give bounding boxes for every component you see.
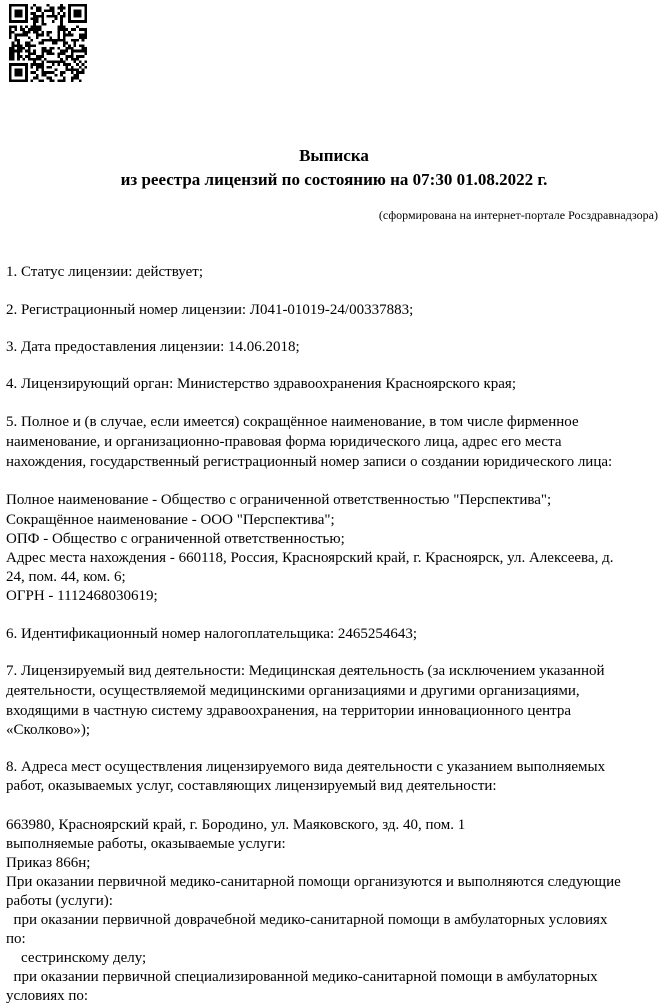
address-line2: 24, пом. 44, ком. 6; [6, 569, 126, 585]
legal-form: ОПФ - Общество с ограниченной ответственностью; [6, 531, 345, 547]
short-name: Сокращённое наименование - ООО "Перспектива"; [6, 512, 335, 528]
address-line1: Адрес места нахождения - 660118, Россия, Красноярский край, г. Красноярск, ул. Алексеева, д. [6, 550, 614, 566]
license-date: 3. Дата предоставления лицензии: 14.06.2018; [6, 339, 300, 355]
item7-line1: 7. Лицензируемый вид деятельности: Медицинская деятельность (за исключением указанной [6, 663, 605, 679]
specialized-line2: условиях по: [6, 988, 89, 1004]
specialized-line1: при оказании первичной специализированной медико-санитарной помощи в амбулаторных [6, 969, 598, 985]
license-number: 2. Регистрационный номер лицензии: Л041-01019-24/00337883; [6, 302, 414, 318]
item7-line4: «Сколково»); [6, 722, 90, 738]
order-ref: Приказ 866н; [6, 855, 91, 871]
generation-note: (сформирована на интернет-портале Росздравнадзора) [378, 208, 658, 222]
document-title: Выписка [299, 146, 369, 165]
item5-line3: нахождения, государственный регистрационный номер записи о создании юридического лица: [6, 454, 613, 470]
primary-care-line1: При оказании первичной медико-санитарной помощи организуются и выполняются следующие [6, 874, 621, 890]
prehospital-line1: при оказании первичной доврачебной медико-санитарной помощи в амбулаторных условиях [6, 912, 608, 928]
qr-code-icon [9, 4, 87, 82]
works-label: выполняемые работы, оказываемые услуги: [6, 836, 286, 852]
item8-line2: работ, оказываемых услуг, составляющих лицензируемый вид деятельности: [6, 778, 497, 794]
document-subtitle: из реестра лицензий по состоянию на 07:30 01.08.2022 г. [120, 170, 548, 189]
item7-line3: входящими в частную систему здравоохранения, на территории инновационного центра [6, 703, 572, 719]
full-name: Полное наименование - Общество с ограниченной ответственностью "Перспектива"; [6, 492, 552, 508]
licensing-authority: 4. Лицензирующий орган: Министерство здравоохранения Красноярского края; [6, 376, 516, 392]
item5-line1: 5. Полное и (в случае, если имеется) сокращённое наименование, в том числе фирменное [6, 414, 579, 430]
license-status: 1. Статус лицензии: действует; [6, 264, 203, 280]
item8-line1: 8. Адреса мест осуществления лицензируемого вида деятельности с указанием выполняемых [6, 759, 606, 775]
primary-care-line2: работы (услуги): [6, 893, 113, 909]
nursing-item: сестринскому делу; [6, 950, 147, 966]
item5-line2: наименование, и организационно-правовая форма юридического лица, адрес его места [6, 434, 562, 450]
item7-line2: деятельности, осуществляемой медицинскими организациями и другими организациями, [6, 683, 580, 699]
ogrn: ОГРН - 1112468030619; [6, 588, 158, 604]
inn: 6. Идентификационный номер налогоплательщика: 2465254643; [6, 626, 418, 642]
prehospital-line2: по: [6, 931, 26, 947]
activity-address: 663980, Красноярский край, г. Бородино, ул. Маяковского, зд. 40, пом. 1 [6, 817, 466, 833]
